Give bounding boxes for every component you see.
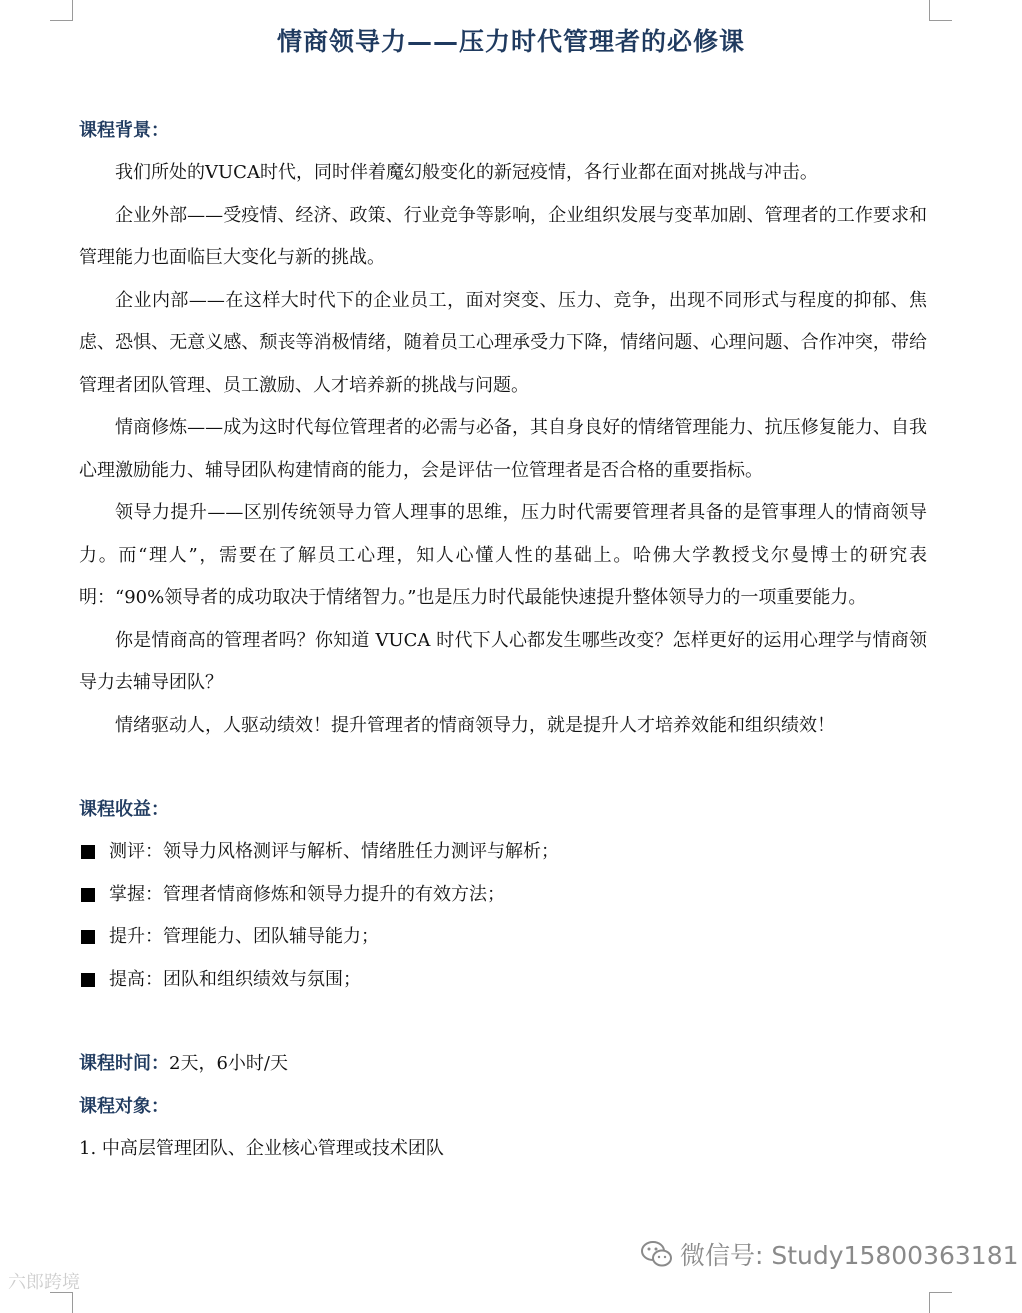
benefit-text: 提升：管理能力、团队辅导能力； bbox=[109, 926, 379, 947]
background-paragraph: 企业外部——受疫情、经济、政策、行业竞争等影响，企业组织发展与变革加剧、管理者的工作要求和管理能力也面临巨大变化与新的挑战。 bbox=[79, 204, 927, 268]
document-body bbox=[79, 110, 927, 1170]
background-paragraph: 情绪驱动人，人驱动绩效！提升管理者的情商领导力，就是提升人才培养效能和组织绩效！ bbox=[115, 714, 835, 736]
duration-value: 2天，6小时/天 bbox=[169, 1053, 288, 1074]
background-heading: 课程背景： bbox=[79, 120, 169, 141]
background-paragraph: 情商修炼——成为这时代每位管理者的必需与必备，其自身良好的情绪管理能力、抗压修复能力、自我心理激励能力、辅导团队构建情商的能力，会是评估一位管理者是否合格的重要指标。 bbox=[79, 417, 927, 481]
square-bullet-icon bbox=[81, 973, 95, 987]
benefit-item bbox=[79, 916, 927, 959]
benefit-item bbox=[79, 831, 927, 874]
page-corner-bottom-left bbox=[50, 1292, 73, 1313]
duration-line bbox=[79, 1043, 927, 1086]
background-paragraph: 你是情商高的管理者吗？你知道 VUCA 时代下人心都发生哪些改变？怎样更好的运用心理学与情商领导力去辅导团队？ bbox=[79, 629, 927, 693]
square-bullet-icon bbox=[81, 845, 95, 859]
brand-watermark: 六郎跨境 bbox=[8, 1272, 80, 1293]
benefits-heading: 课程收益： bbox=[79, 799, 169, 820]
audience-item: 1. 中高层管理团队、企业核心管理或技术团队 bbox=[79, 1137, 444, 1159]
audience-heading: 课程对象： bbox=[79, 1095, 169, 1117]
background-paragraph: 企业内部——在这样大时代下的企业员工，面对突变、压力、竞争，出现不同形式与程度的抑郁、焦虑、恐惧、无意义感、颓丧等消极情绪，随着员工心理承受力下降，情绪问题、心理问题、合作冲突，带给管理者团队管理、员工激励、人才培养新的挑战与问题。 bbox=[79, 289, 927, 396]
wechat-icon bbox=[640, 1239, 674, 1269]
background-paragraph: 我们所处的VUCA时代，同时伴着魔幻般变化的新冠疫情，各行业都在面对挑战与冲击。 bbox=[115, 162, 818, 183]
benefit-item bbox=[79, 959, 927, 1002]
wechat-id-text: 微信号: Study15800363181 bbox=[680, 1241, 1019, 1270]
benefit-text: 测评：领导力风格测评与解析、情绪胜任力测评与解析； bbox=[109, 841, 559, 862]
benefit-item bbox=[79, 874, 927, 917]
document-title: 情商领导力——压力时代管理者的必修课 bbox=[276, 27, 745, 56]
duration-heading: 课程时间： bbox=[79, 1053, 169, 1074]
benefit-text: 提高：团队和组织绩效与氛围； bbox=[109, 968, 361, 990]
background-paragraph: 领导力提升——区别传统领导力管人理事的思维，压力时代需要管理者具备的是管事理人的情商领导力。而“理人”，需要在了解员工心理，知人心懂人性的基础上。哈佛大学教授戈尔曼博士的研究表明：“90%领导者的成功取决于情绪智力。”也是压力时代最能快速提升整体领导力的一项重要能力。 bbox=[79, 502, 927, 608]
page-corner-top-right bbox=[929, 0, 952, 21]
page-corner-top-left bbox=[50, 0, 73, 21]
wechat-watermark bbox=[640, 1236, 1019, 1272]
page-corner-bottom-right bbox=[929, 1292, 952, 1313]
square-bullet-icon bbox=[81, 888, 95, 902]
benefit-text: 掌握：管理者情商修炼和领导力提升的有效方法； bbox=[109, 883, 505, 905]
square-bullet-icon bbox=[81, 930, 95, 944]
